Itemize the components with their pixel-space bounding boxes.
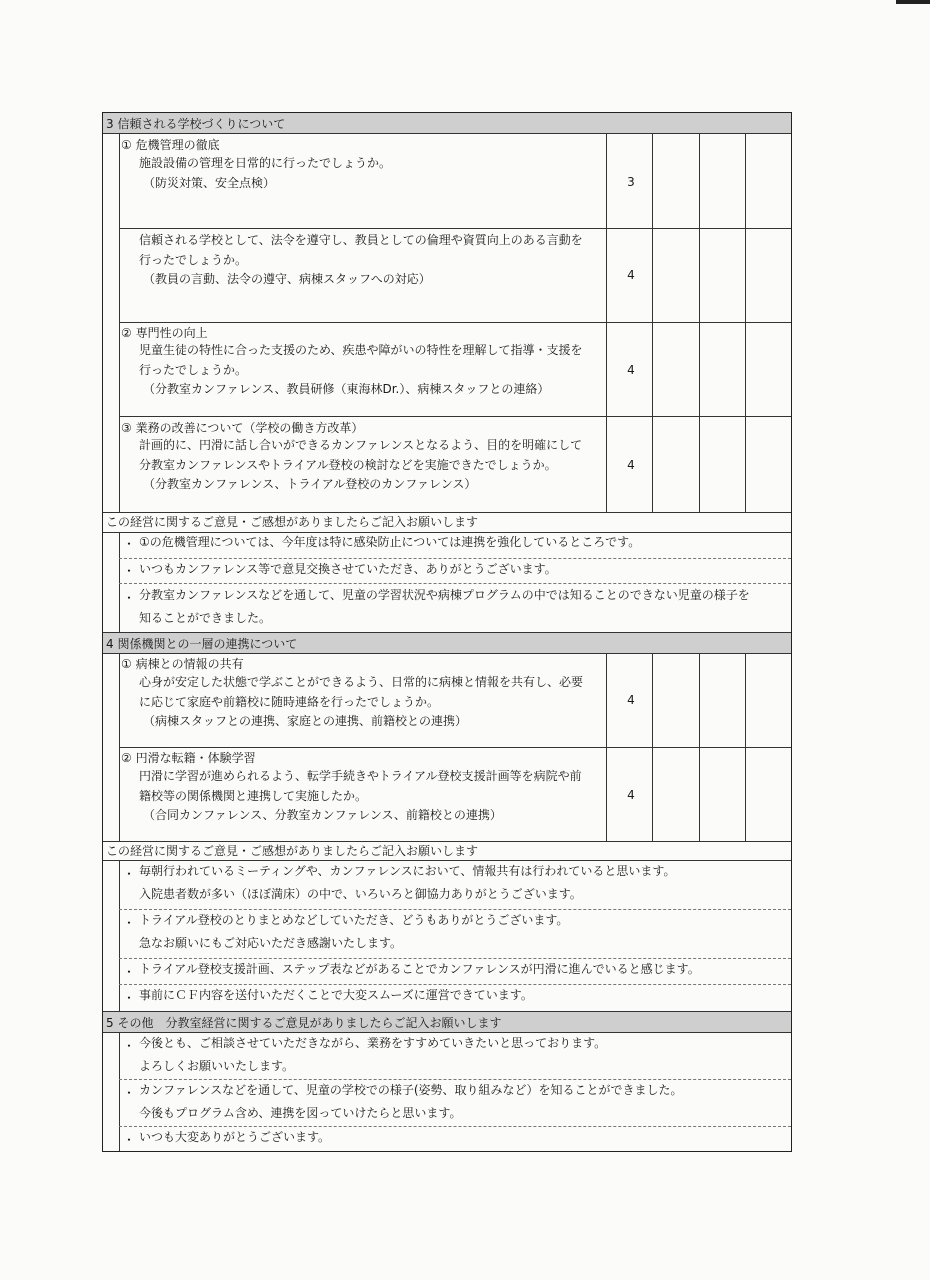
- section-5-heading: 5 その他 分教室経営に関するご意見がありましたらご記入お願いします: [106, 1016, 502, 1030]
- item-title: ② 円滑な転籍・体験学習: [121, 751, 256, 765]
- bullet: ・: [123, 591, 136, 605]
- item-line: 行ったでしょうか。: [139, 362, 248, 377]
- comment-line: トライアル登校のとりまとめなどしていただき、どうもありがとうございます。: [139, 913, 569, 927]
- item-title: ③ 業務の改善について（学校の働き方改革）: [121, 421, 364, 435]
- item-line: 心身が安定した状態で学ぶことができるよう、日常的に病棟と情報を共有し、必要: [139, 675, 584, 689]
- item-line: （病棟スタッフとの連携、家庭との連携、前籍校との連携）: [143, 714, 468, 728]
- evaluation-form: [102, 112, 792, 1152]
- item-line: 籍校等の関係機関と連携して実施したか。: [139, 788, 368, 803]
- item-title: ① 病棟との情報の共有: [121, 657, 244, 671]
- item-line: 児童生徒の特性に合った支援のため、疾患や障がいの特性を理解して指導・支援を: [139, 343, 583, 357]
- comment-line: 急なお願いにもご対応いただき感謝いたします。: [139, 936, 403, 950]
- bullet: ・: [123, 537, 136, 551]
- item-line: 施設設備の管理を日常的に行ったでしょうか。: [139, 156, 392, 170]
- comment-line: 分教室カンファレンスなどを通して、児童の学習状況や病棟プログラムの中では知ることのできない児童の様子を: [139, 588, 750, 602]
- section-4-comment-heading: この経営に関するご意見・ご感想がありましたらご記入お願いします: [106, 844, 479, 858]
- comment-line: 毎朝行われているミーティングや、カンファレンスにおいて、情報共有は行われていると思います。: [139, 864, 676, 878]
- score-value: 3: [627, 175, 635, 189]
- comment-line: いつもカンファレンス等で意見交換させていただき、ありがとうございます。: [139, 562, 557, 576]
- score-value: 4: [627, 458, 635, 472]
- comment-line: トライアル登校支援計画、ステップ表などがあることでカンファレンスが円滑に進んでいると感じます。: [139, 962, 700, 976]
- score-value: 4: [627, 693, 635, 707]
- bullet: ・: [123, 1039, 136, 1053]
- item-line: に応じて家庭や前籍校に随時連絡を行ったでしょうか。: [139, 694, 440, 709]
- score-value: 4: [627, 363, 635, 377]
- item-line: 信頼される学校として、法令を遵守し、教員としての倫理や資質向上のある言動を: [139, 233, 583, 247]
- item-title: ① 危機管理の徹底: [121, 138, 220, 152]
- section-3-header: [103, 113, 791, 134]
- comment-line: カンファレンスなどを通して、児童の学校での様子(姿勢、取り組みなど）を知ることができました。: [139, 1083, 683, 1097]
- comment-line: ①の危機管理については、今年度は特に感染防止については連携を強化しているところです。: [139, 535, 641, 549]
- item-line: （分教室カンファレンス、トライアル登校のカンファレンス）: [143, 477, 477, 491]
- score-value: 4: [627, 268, 635, 282]
- comment-line: 入院患者数が多い（ほぼ満床）の中で、いろいろと御協力ありがとうございます。: [139, 887, 582, 901]
- comment-line: いつも大変ありがとうございます。: [139, 1130, 331, 1144]
- comment-line: 今後とも、ご相談させていただきながら、業務をすすめていきたいと思っております。: [139, 1036, 607, 1050]
- item-line: （防災対策、安全点検）: [143, 175, 276, 190]
- item-line: （分教室カンファレンス、教員研修（東海林Dr.）、病棟スタッフとの連絡）: [143, 382, 550, 396]
- section-4-heading: 4 関係機関との一層の連携について: [106, 637, 298, 651]
- item-line: 行ったでしょうか。: [139, 252, 248, 267]
- comment-line: 事前にＣＦ内容を送付いただくことで大変スムーズに運営できています。: [139, 988, 533, 1002]
- item-line: （合同カンファレンス、分教室カンファレンス、前籍校との連携）: [143, 808, 502, 822]
- comment-line: 知ることができました。: [139, 611, 272, 625]
- comment-line: 今後もプログラム含め、連携を図っていけたらと思います。: [139, 1106, 462, 1120]
- scan-corner-mark: [896, 0, 930, 4]
- bullet: ・: [123, 916, 136, 930]
- section-5-header: [103, 1011, 791, 1033]
- section-3-heading: 3 信頼される学校づくりについて: [106, 117, 286, 131]
- bullet: ・: [123, 1133, 136, 1147]
- comment-line: よろしくお願いいたします。: [139, 1059, 295, 1073]
- item-line: （教員の言動、法令の遵守、病棟スタッフへの対応）: [143, 272, 431, 286]
- bullet: ・: [123, 564, 136, 578]
- item-title: ② 専門性の向上: [121, 326, 208, 340]
- bullet: ・: [123, 1086, 136, 1100]
- item-line: 分教室カンファレンスやトライアル登校の検討などを実施できたでしょうか。: [139, 457, 557, 472]
- section-3-comment-heading: この経営に関するご意見・ご感想がありましたらご記入お願いします: [106, 515, 479, 529]
- bullet: ・: [123, 867, 136, 881]
- section-4-header: [103, 632, 791, 654]
- item-line: 計画的に、円滑に話し合いができるカンファレンスとなるよう、目的を明確にして: [139, 438, 583, 452]
- bullet: ・: [123, 991, 136, 1005]
- bullet: ・: [123, 965, 136, 979]
- score-value: 4: [627, 788, 635, 802]
- item-line: 円滑に学習が進められるよう、転学手続きやトライアル登校支援計画等を病院や前: [139, 769, 582, 783]
